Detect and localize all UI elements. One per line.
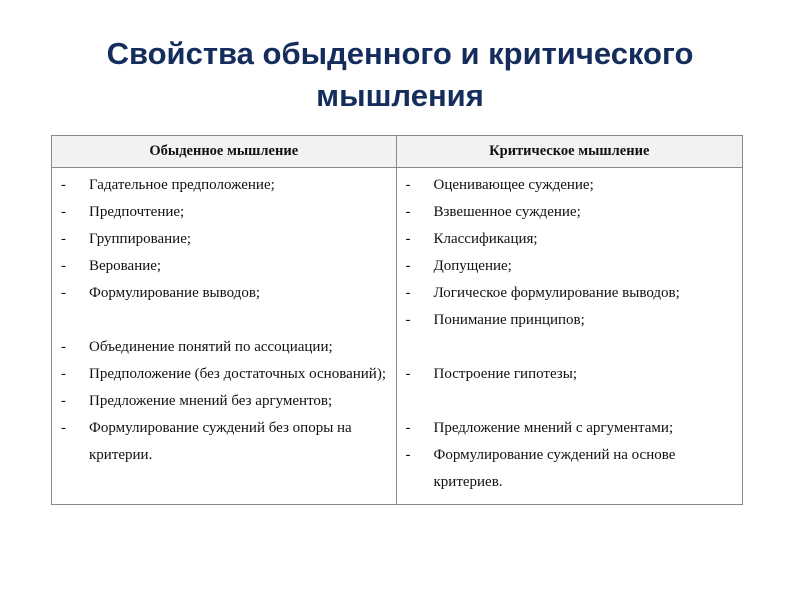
list-item: - Предположение (без достаточных оснований); xyxy=(58,361,390,388)
comparison-table xyxy=(51,135,743,505)
list-item: - Верование; xyxy=(58,253,390,280)
list-item: - Логическое формулирование выводов; xyxy=(403,280,737,307)
critical-thinking-list xyxy=(403,172,737,496)
list-item: - Группирование; xyxy=(58,226,390,253)
header-ordinary-thinking: Обыденное мышление xyxy=(52,136,397,168)
list-item: - Предпочтение; xyxy=(58,199,390,226)
ordinary-thinking-cell xyxy=(52,168,397,505)
critical-thinking-cell xyxy=(396,168,743,505)
list-item: - Классификация; xyxy=(403,226,737,253)
list-item: - Оценивающее суждение; xyxy=(403,172,737,199)
list-item: - Предложение мнений с аргументами; xyxy=(403,415,737,442)
list-item: - Гадательное предположение; xyxy=(58,172,390,199)
slide-title-line-2: мышления xyxy=(316,78,484,113)
header-critical-thinking: Критическое мышление xyxy=(396,136,743,168)
list-item: - Объединение понятий по ассоциации; xyxy=(58,334,390,361)
list-item: - Формулирование суждений без опоры на критерии. xyxy=(58,415,390,469)
list-item: - Формулирование выводов; xyxy=(58,280,390,307)
table-header-row xyxy=(52,136,743,168)
list-item: - Допущение; xyxy=(403,253,737,280)
ordinary-thinking-list xyxy=(58,172,390,469)
list-item: - Понимание принципов; xyxy=(403,307,737,334)
table-row xyxy=(52,168,743,505)
list-item: - Построение гипотезы; xyxy=(403,361,737,388)
list-item: - Взвешенное суждение; xyxy=(403,199,737,226)
list-item: - Предложение мнений без аргументов; xyxy=(58,388,390,415)
slide-title xyxy=(0,33,800,117)
list-item: - Формулирование суждений на основе критериев. xyxy=(403,442,737,496)
slide-title-line-1: Свойства обыденного и критического xyxy=(106,36,694,71)
